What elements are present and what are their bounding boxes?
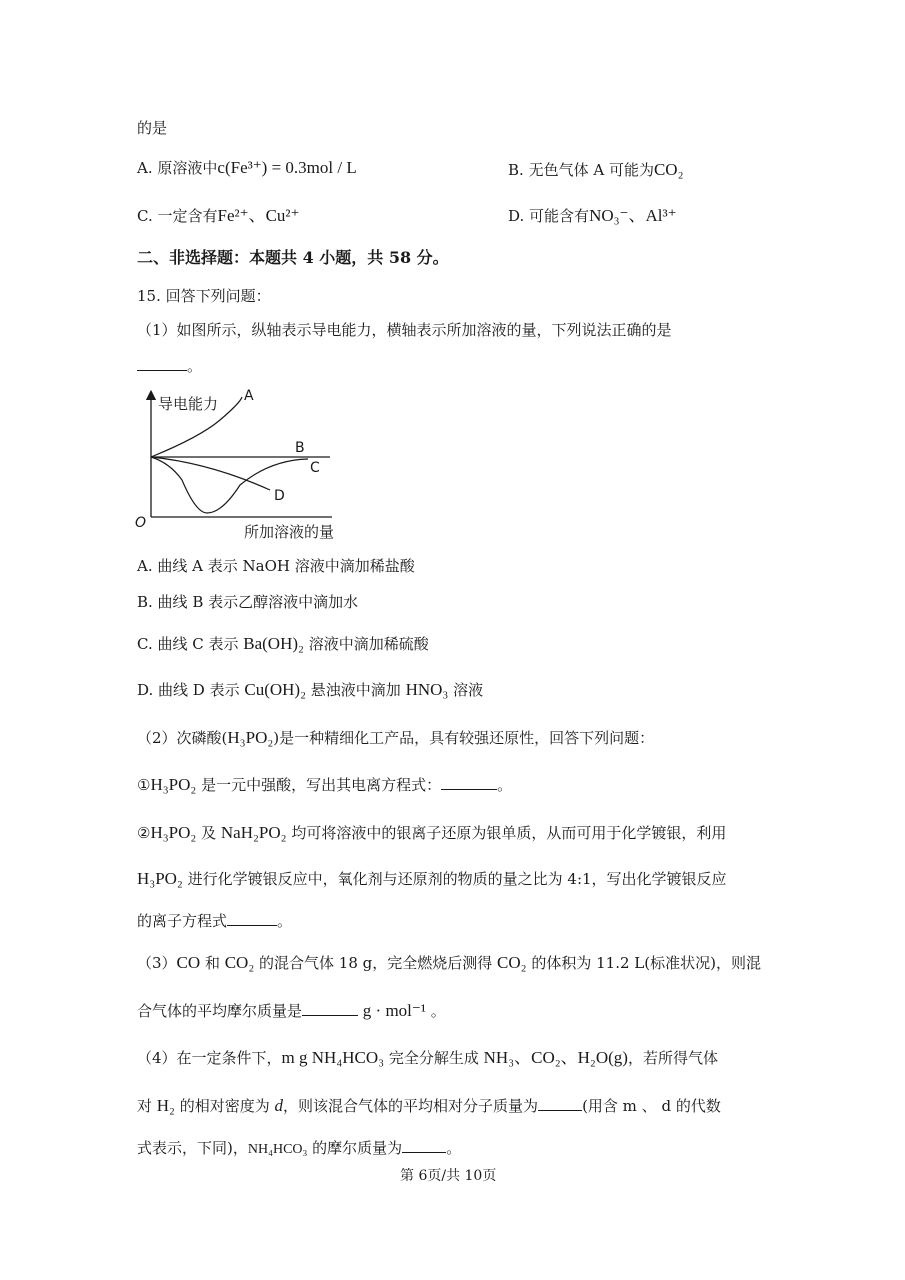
curve-label-a: A (244, 388, 254, 404)
q14-option-c (137, 206, 300, 226)
q15-part2-intro: （2）次磷酸(H₃PO₂)是一种精细化工产品，具有较强还原性，回答下列问题： (137, 728, 655, 747)
q15-part2-sub2: ②H₃PO₂ 及 NaH₂PO₂ 均可将溶液中的银离子还原为银单质，从而可用于化学镀银，利用 (137, 823, 727, 842)
q15-part4-cont: 对 H₂ 的相对密度为 d，则该混合气体的平均相对分子质量为 (用含 m 、 d 的代数 (137, 1096, 721, 1115)
page-footer: 第 6页/共 10页 (400, 1168, 497, 1184)
answer-blank[interactable] (538, 1096, 582, 1111)
q14-option-d (508, 206, 677, 226)
y-axis-label: 导电能力 (158, 395, 219, 413)
period: 。 (187, 357, 203, 375)
answer-blank[interactable] (227, 911, 277, 926)
option-label: B. (508, 161, 524, 179)
curve-d (151, 457, 270, 490)
q15-part1-option-b: B. 曲线 B 表示乙醇溶液中滴加水 (137, 593, 359, 611)
q15-part1-option-c: C. 曲线 C 表示 Ba(OH)₂ 溶液中滴加稀硫酸 (137, 634, 429, 653)
q15-part1-answer (137, 356, 202, 376)
conductivity-chart (130, 385, 360, 545)
q15-part3: （3）CO 和 CO₂ 的混合气体 18 g，完全燃烧后测得 CO₂ 的体积为 11.2 L(标准状况)，则混 (137, 953, 761, 972)
curve-c (151, 457, 308, 513)
answer-blank[interactable] (402, 1138, 446, 1153)
q15-part4: （4）在一定条件下，m g NH₄HCO₃ 完全分解生成 NH₃、CO₂、H₂O(g)，若所得气体 (137, 1048, 718, 1067)
q15-part1-option-d: D. 曲线 D 表示 Cu(OH)₂ 悬浊液中滴加 HNO₃ 溶液 (137, 680, 484, 699)
option-formula: Fe²⁺、Cu²⁺ (217, 206, 300, 225)
option-formula: NO₃⁻、Al³⁺ (589, 206, 677, 225)
origin-label: O (135, 515, 147, 531)
option-text: 无色气体 A 可能为 (528, 161, 654, 179)
option-label: A. (137, 159, 153, 177)
option-text: 原溶液中 (157, 159, 218, 177)
q15-part2-sub2-end: 的离子方程式 。 (137, 912, 293, 930)
option-label: C. (137, 207, 153, 225)
q15-intro: 15. 回答下列问题： (137, 287, 271, 305)
q15-part2-sub1: ①H₃PO₂ 是一元中强酸，写出其电离方程式： 。 (137, 775, 513, 794)
answer-blank[interactable] (441, 775, 497, 790)
q14-stem-end: 的是 (137, 119, 168, 137)
q15-part2-sub2-cont: H₃PO₂ 进行化学镀银反应中，氧化剂与还原剂的物质的量之比为 4:1，写出化学镀银反应 (137, 869, 727, 888)
curve-label-d: D (274, 488, 285, 504)
option-text: 可能含有 (529, 207, 590, 225)
q15-part1-text: （1）如图所示，纵轴表示导电能力，横轴表示所加溶液的量，下列说法正确的是 (137, 321, 672, 339)
curve-label-c: C (310, 460, 320, 476)
option-formula: CO₂ (653, 160, 684, 179)
curve-label-b: B (295, 440, 305, 456)
option-text: 一定含有 (157, 207, 218, 225)
option-label: D. (508, 207, 525, 225)
q14-option-b (508, 160, 684, 180)
x-axis-label: 所加溶液的量 (244, 523, 335, 541)
q14-option-a (137, 158, 357, 178)
q15-part3-cont: 合气体的平均摩尔质量是 g · mol⁻¹ 。 (137, 1001, 446, 1020)
option-formula: c(Fe³⁺) = 0.3mol / L (217, 158, 357, 177)
answer-blank[interactable] (137, 356, 187, 371)
q15-part1-option-a: A. 曲线 A 表示 NaOH 溶液中滴加稀盐酸 (137, 557, 415, 575)
section-heading: 二、非选择题：本题共 4 小题，共 58 分。 (137, 248, 449, 267)
answer-blank[interactable] (302, 1001, 358, 1016)
q15-part4-end: 式表示，下同)，NH₄HCO₃ 的摩尔质量为 。 (137, 1139, 462, 1157)
